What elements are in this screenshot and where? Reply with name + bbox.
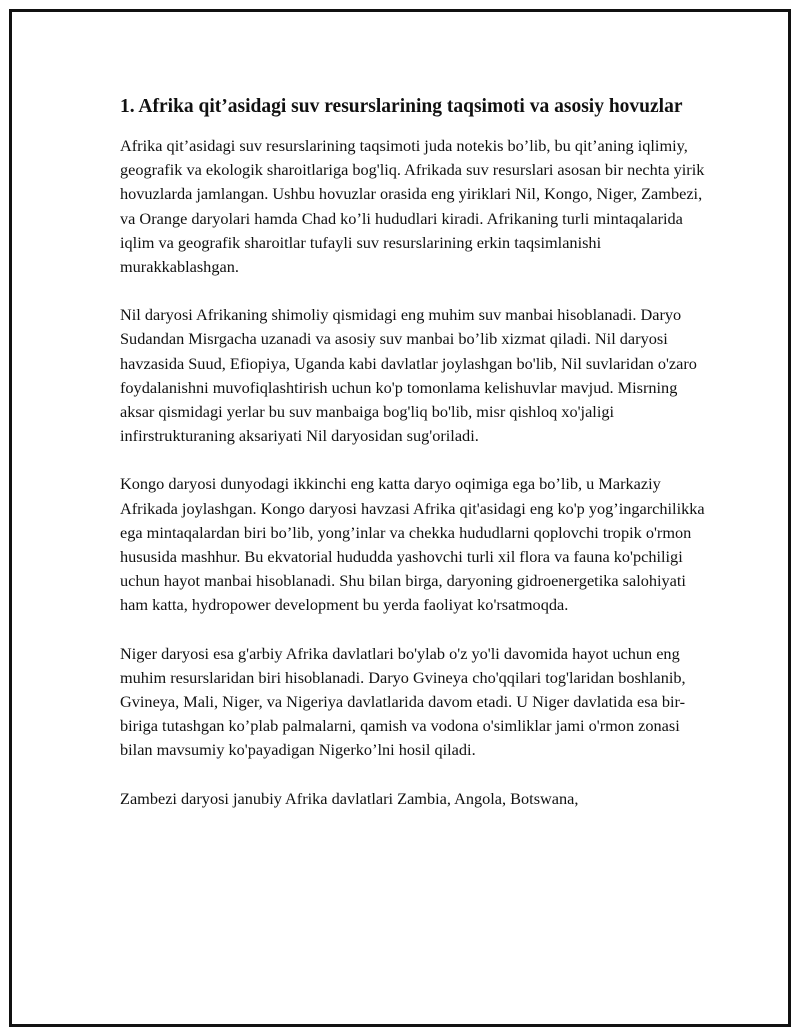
section-heading: 1. Afrika qit’asidagi suv resurslarining taqsimoti va asosiy hovuzlar [120,96,683,117]
paragraph-congo: Kongo daryosi dunyodagi ikkinchi eng katta daryo oqimiga ega bo’lib, u Markaziy Afrikada joylashgan. Kongo daryosi havzasi Afrika qit'asidagi eng ko'p yog’ingarchilikka ega mintaqalardan biri bo’lib, yong’inlar va chekka hududlarni qoplovchi tropik o'rmon hususida mashhur. Bu ekvatorial hududda yashovchi turli xil flora va fauna ko'pchiligi uchun hayot manbai hisoblanadi. Shu bilan birga, daryoning gidroenergetika salohiyati ham katta, hydropower development bu yerda faoliyat ko'rsatmoqda. [120,474,705,615]
paragraph-niger: Niger daryosi esa g'arbiy Afrika davlatlari bo'ylab o'z yo'li davomida hayot uchun eng muhim resurslaridan biri hisoblanadi. Daryo Gvineya cho'qqilari tog'laridan boshlanib, Gvineya, Mali, Niger, va Nigeriya davlatlarida davom etadi. U Niger davlatida esa bir-biriga tutashgan ko’plab palmalarni, qamish va vodona o'simliklar jami o'rmon zonasi bilan mavsumiy ko'payadigan Nigerko’lni hosil qiladi. [120,643,686,760]
paragraph-overview: Afrika qit’asidagi suv resurslarining taqsimoti juda notekis bo’lib, bu qit’aning iqlimiy, geografik va ekologik sharoitlariga bog'liq. Afrikada suv resurslari asosan bir nechta yirik hovuzlarda jamlangan. Ushbu hovuzlar orasida eng yiriklari Nil, Kongo, Niger, Zambezi, va Orange daryolari hamda Chad ko’li hududlari kiradi. Afrikaning turli mintaqalarida iqlim va geografik sharoitlar tufayli suv resurslarining erkin taqsimlanishi murakkablashgan. [120,136,705,277]
paragraph-zambezi: Zambezi daryosi janubiy Afrika davlatlari Zambia, Angola, Botswana, [120,788,579,808]
paragraph-nile: Nil daryosi Afrikaning shimoliy qismidagi eng muhim suv manbai hisoblanadi. Daryo Sudandan Misrgacha uzanadi va asosiy suv manbai bo’lib xizmat qiladi. Nil daryosi havzasida Suud, Efiopiya, Uganda kabi davlatlar joylashgan bo'lib, Nil suvlaridan o'zaro foydalanishni muvofiqlashtirish uchun ko'p tomonlama kelishuvlar mavjud. Misrning aksar qismidagi yerlar bu suv manbaiga bog'liq bo'lib, misr qishloq xo'jaligi infirstrukturaning aksariyati Nil daryosidan sug'oriladi. [120,305,697,446]
document-body [120,94,706,835]
page-frame [9,9,791,1027]
